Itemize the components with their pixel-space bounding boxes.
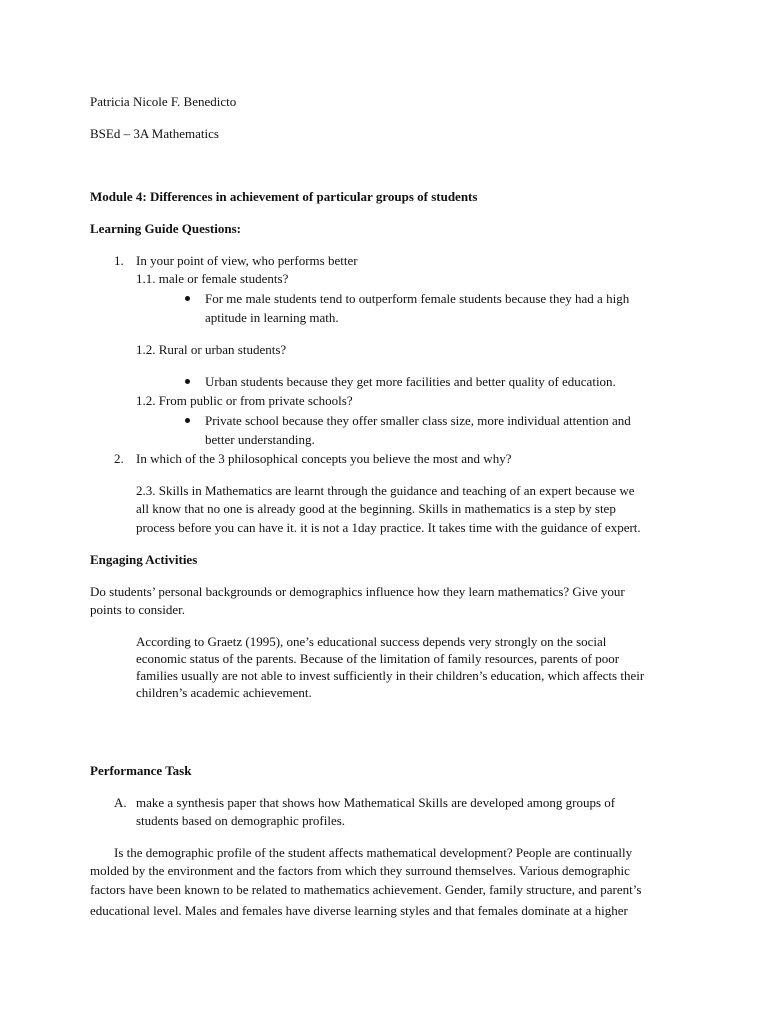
question-1-2-answer: Urban students because they get more facilities and better quality of education. [205, 374, 616, 389]
engaging-answer-line1: According to Graetz (1995), one’s educational success depends very strongly on the social [136, 634, 607, 649]
question-1-2-label: 1.2. Rural or urban students? [136, 342, 287, 357]
question-1-3-answer-line2: better understanding. [205, 432, 315, 447]
question-1-3-label: 1.2. From public or from private schools? [136, 393, 353, 408]
performance-item-line1: make a synthesis paper that shows how Mathematical Skills are developed among groups of [136, 795, 616, 810]
engaging-question-line1: Do students’ personal backgrounds or demographics influence how they learn mathematics? Give your [90, 584, 625, 599]
engaging-answer-line4: children’s academic achievement. [136, 685, 312, 700]
question-2-answer-line2: all know that no one is already good at the beginning. Skills in mathematics is a step by step [136, 501, 616, 516]
performance-item-letter: A. [114, 795, 127, 810]
question-1-1-answer-line1: For me male students tend to outperform female students because they had a high [205, 291, 630, 306]
engaging-answer-line2: economic status of the parents. Because of the limitation of family resources, parents of poor [136, 651, 620, 666]
performance-heading: Performance Task [90, 763, 192, 778]
synthesis-paragraph-line2: molded by the environment and the factors from which they surround themselves. Various demographic [90, 863, 630, 878]
module-title: Module 4: Differences in achievement of particular groups of students [90, 189, 478, 204]
performance-item-line2: students based on demographic profiles. [136, 813, 346, 828]
question-1-1-label: 1.1. male or female students? [136, 271, 289, 286]
learning-guide-heading: Learning Guide Questions: [90, 221, 241, 236]
question-2-text: In which of the 3 philosophical concepts you believe the most and why? [136, 451, 512, 466]
bullet-icon [185, 418, 190, 423]
synthesis-paragraph-line1: Is the demographic profile of the student affects mathematical development? People are continually [114, 845, 633, 860]
question-2-answer-line1: 2.3. Skills in Mathematics are learnt through the guidance and teaching of an expert because we [136, 483, 635, 498]
synthesis-paragraph-line4: educational level. Males and females have diverse learning styles and that females dominate at a higher [90, 903, 628, 918]
question-2-number: 2. [114, 451, 124, 466]
bullet-icon [185, 296, 190, 301]
question-2-answer-line3: process before you can have it. it is not a 1day practice. It takes time with the guidance of expert. [136, 520, 641, 535]
question-1-1-answer-line2: aptitude in learning math. [205, 310, 339, 325]
question-1-3-answer-line1: Private school because they offer smaller class size, more individual attention and [205, 413, 631, 428]
question-1-number: 1. [114, 253, 124, 268]
question-1-text: In your point of view, who performs better [136, 253, 358, 268]
bullet-icon [185, 379, 190, 384]
course-section: BSEd – 3A Mathematics [90, 126, 219, 141]
engaging-question-line2: points to consider. [90, 602, 185, 617]
engaging-answer-line3: families usually are not able to invest sufficiently in their children’s education, which affects their [136, 668, 645, 683]
author-name: Patricia Nicole F. Benedicto [90, 94, 237, 109]
synthesis-paragraph-line3: factors have been known to be related to mathematics achievement. Gender, family structure, and parent’s [90, 882, 642, 897]
engaging-heading: Engaging Activities [90, 552, 198, 567]
